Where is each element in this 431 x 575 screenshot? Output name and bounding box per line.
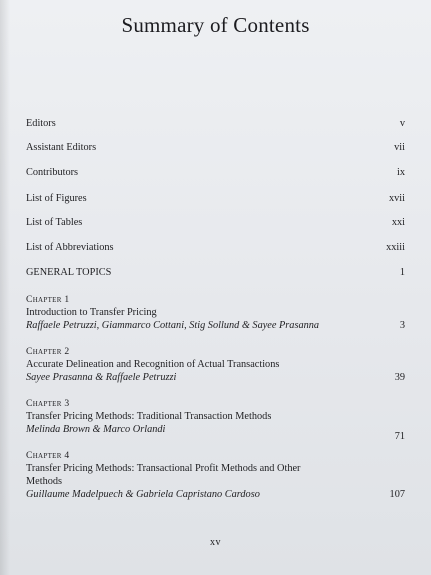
toc-entry-editors <box>26 117 405 130</box>
chapter-title: Introduction to Transfer Pricing <box>26 307 157 318</box>
chapter-title-continued: Methods <box>26 476 63 487</box>
chapter-label: Chapter 1 <box>26 294 70 305</box>
chapter-title: Accurate Delineation and Recognition of Actual Transactions <box>26 359 280 370</box>
page-number: xv <box>210 537 221 548</box>
toc-entry-label: GENERAL TOPICS <box>26 267 112 278</box>
chapter-label: Chapter 4 <box>26 450 70 461</box>
chapter-authors: Raffaele Petruzzi, Giammarco Cottani, Stig Sollund & Sayee Prasanna <box>26 320 320 331</box>
chapter-page: 39 <box>394 372 405 383</box>
chapter-authors: Sayee Prasanna & Raffaele Petruzzi <box>26 372 177 383</box>
toc-entry-page: vii <box>394 142 405 153</box>
toc-chapter-3 <box>26 398 405 442</box>
chapter-authors: Melinda Brown & Marco Orlandi <box>26 424 166 435</box>
chapter-page: 107 <box>389 489 405 500</box>
toc-entry-label: Editors <box>26 118 56 129</box>
toc-entry-label: List of Tables <box>26 217 83 228</box>
toc-entry-page: xxiii <box>386 242 405 253</box>
toc-entry-page: ix <box>396 167 405 178</box>
toc-entry-page: 1 <box>399 267 405 278</box>
binding-shadow <box>0 0 10 575</box>
page-title: Summary of Contents <box>121 13 310 37</box>
toc-entry-label: List of Figures <box>26 193 87 204</box>
chapter-title: Transfer Pricing Methods: Transactional Profit Methods and Other <box>26 463 301 474</box>
toc-entry-label: Contributors <box>26 167 79 178</box>
toc-chapter-2 <box>26 346 405 384</box>
toc-entry-contributors <box>26 166 405 179</box>
toc-entry-label: List of Abbreviations <box>26 242 114 253</box>
chapter-page: 71 <box>394 431 405 442</box>
toc-entry-list-of-abbreviations <box>26 241 405 254</box>
toc-entry-label: Assistant Editors <box>26 142 97 153</box>
chapter-authors: Guillaume Madelpuech & Gabriela Capristano Cardoso <box>26 489 260 500</box>
toc-entry-page: v <box>399 118 405 129</box>
toc-entry-assistant-editors <box>26 141 405 154</box>
toc-entry-list-of-tables <box>26 216 405 229</box>
chapter-label: Chapter 3 <box>26 398 70 409</box>
toc-entry-page: xxi <box>391 217 405 228</box>
chapter-page: 3 <box>399 320 405 331</box>
chapter-title: Transfer Pricing Methods: Traditional Transaction Methods <box>26 411 272 422</box>
toc-chapter-1 <box>26 294 405 332</box>
toc-entry-page: xvii <box>388 193 405 204</box>
chapter-label: Chapter 2 <box>26 346 70 357</box>
toc-entry-general-topics <box>26 266 405 279</box>
toc-chapter-4 <box>26 450 405 501</box>
toc-entry-list-of-figures <box>26 192 405 205</box>
